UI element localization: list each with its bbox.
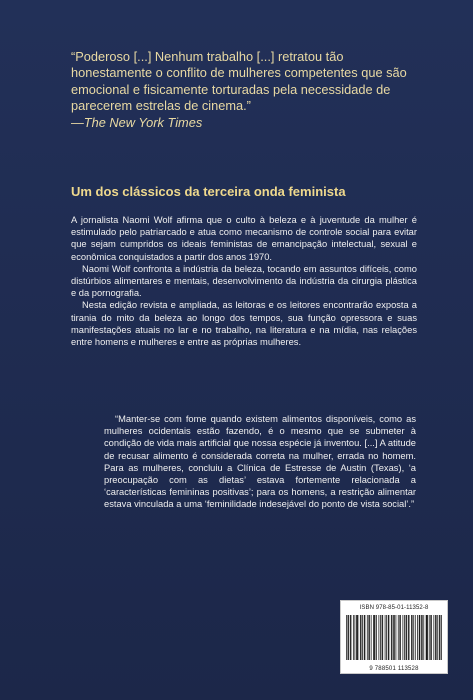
description <box>71 214 417 348</box>
section-heading: Um dos clássicos da terceira onda feminista <box>71 184 346 199</box>
barcode-digits: 9 788501 113528 <box>369 666 419 672</box>
paragraph-3: Nesta edição revista e ampliada, as leitoras e os leitores encontrarão exposta a tirania do mito da beleza ao longo dos tempos, sua função opressora e suas manifestações atuais no lar e no trabalho, na literatura e na mídia, nas relações entre homens e mulheres e entre as próprias mulheres. <box>71 300 417 348</box>
source-name: The New York Times <box>83 114 203 130</box>
isbn-text: ISBN 978-85-01-11352-8 <box>359 605 429 611</box>
paragraph-2: Naomi Wolf confronta a indústria da beleza, tocando em assuntos difíceis, como distúrbios alimentares e mentais, desenvolvimento da indústria da cirurgia plástica e da pornografia. <box>71 263 417 299</box>
book-excerpt: “Manter-se com fome quando existem alimentos disponíveis, como as mulheres ocidentais estão fazendo, é o mesmo que se submeter à condição de vida mais artificial que nossa espécie já inventou. [...] A atitude de recusar alimento é considerada correta na mulher, errada no homem. Para as mulheres, concluiu a Clínica de Estresse de Austin (Texas), ‘a preocupação com as dietas’ estava fortemente relacionada a ‘características femininas positivas’; para os homens, a restrição alimentar estava vinculada a uma ‘feminilidade indesejável do ponto de vista social’.” <box>104 414 416 510</box>
barcode-graphic <box>346 615 442 660</box>
paragraph-1: A jornalista Naomi Wolf afirma que o culto à beleza e à juventude da mulher é estimulado pelo patriarcado e atua como mecanismo de controle social para evitar que sejam cumpridos os ideais feministas de emancipação intelectual, sexual e econômica conquistados a partir dos anos 1970. <box>71 215 417 262</box>
review-source <box>71 115 421 131</box>
review-quote <box>71 49 421 131</box>
review-quote-text: “Poderoso [...] Nenhum trabalho [...] retratou tão honestamente o conflito de mulheres competentes que são emocional e fisicamente torturadas pela necessidade de parecerem estrelas de cinema.” <box>71 49 407 114</box>
source-dash: — <box>71 114 84 130</box>
isbn-barcode <box>340 600 448 674</box>
